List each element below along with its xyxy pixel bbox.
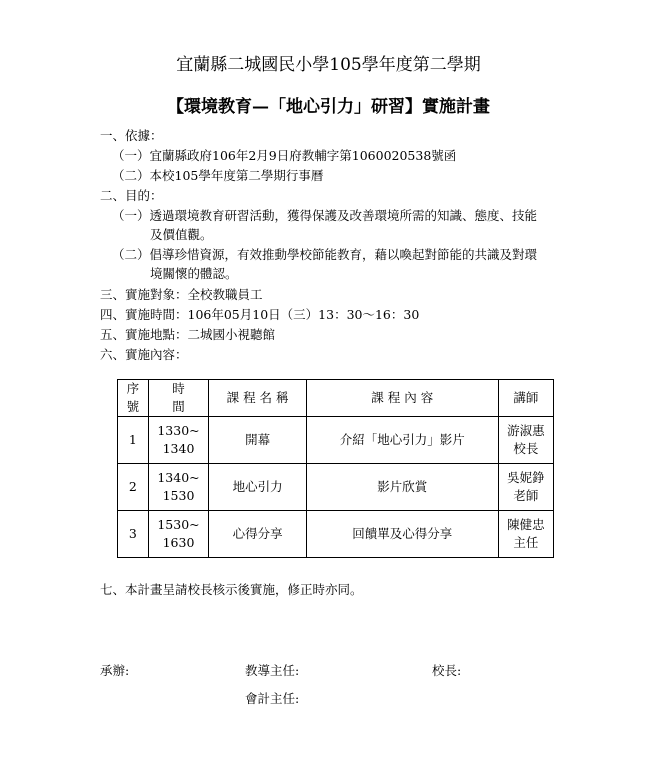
purpose-item-1-cont: 及價值觀。 [150, 227, 213, 242]
row-time: 1330~ 1340 [148, 417, 209, 464]
row-teacher: 陳健忠 主任 [498, 511, 553, 558]
row-course-name: 地心引力 [209, 464, 306, 511]
row-course-name: 心得分享 [209, 511, 306, 558]
table-header-row [118, 380, 554, 417]
approval-note: 七、本計畫呈請校長核示後實施，修正時亦同。 [100, 582, 363, 597]
header-time: 時 間 [148, 380, 209, 417]
header-teacher: 講師 [498, 380, 553, 417]
table-row [118, 464, 554, 511]
row-time: 1340~ 1530 [148, 464, 209, 511]
row-no: 2 [118, 464, 149, 511]
row-no: 3 [118, 511, 149, 558]
document-subtitle: 【環境教育—「地心引力」研習】實施計畫 [167, 97, 490, 117]
time-line: 四、實施時間：106年05月10日（三）13：30～16：30 [100, 307, 420, 322]
signature-accounting-director: 會計主任: [245, 691, 300, 706]
row-teacher: 游淑惠 校長 [498, 417, 553, 464]
purpose-heading: 二、目的： [100, 188, 163, 203]
purpose-item-2: （二）倡導珍惜資源，有效推動學校節能教育，藉以喚起對節能的共識及對環 [112, 247, 538, 262]
row-course-content: 介紹「地心引力」影片 [306, 417, 498, 464]
basis-item-1: （一）宜蘭縣政府106年2月9日府教輔字第1060020538號函 [112, 148, 457, 163]
row-no: 1 [118, 417, 149, 464]
row-course-content: 影片欣賞 [306, 464, 498, 511]
course-table [117, 379, 554, 558]
purpose-item-2-cont: 境關懷的體認。 [150, 266, 238, 281]
row-course-name: 開幕 [209, 417, 306, 464]
location-line: 五、實施地點：二城國小視聽館 [100, 327, 276, 342]
header-course-content: 課 程 內 容 [306, 380, 498, 417]
signature-principal: 校長: [432, 663, 462, 678]
signature-organizer: 承辦: [100, 663, 130, 678]
purpose-item-1: （一）透過環境教育研習活動，獲得保護及改善環境所需的知識、態度、技能 [112, 208, 538, 223]
target-line: 三、實施對象：全校教職員工 [100, 287, 263, 302]
basis-item-2: （二）本校105學年度第二學期行事曆 [112, 168, 324, 183]
row-teacher: 吳妮錚 老師 [498, 464, 553, 511]
signature-academic-director: 教導主任: [245, 663, 300, 678]
row-time: 1530~ 1630 [148, 511, 209, 558]
table-row [118, 511, 554, 558]
content-heading: 六、實施內容： [100, 347, 188, 362]
header-no: 序 號 [118, 380, 149, 417]
table-row [118, 417, 554, 464]
row-course-content: 回饋單及心得分享 [306, 511, 498, 558]
basis-heading: 一、依據： [100, 128, 163, 143]
header-course-name: 課 程 名 稱 [209, 380, 306, 417]
document-title: 宜蘭縣二城國民小學105學年度第二學期 [176, 55, 481, 75]
